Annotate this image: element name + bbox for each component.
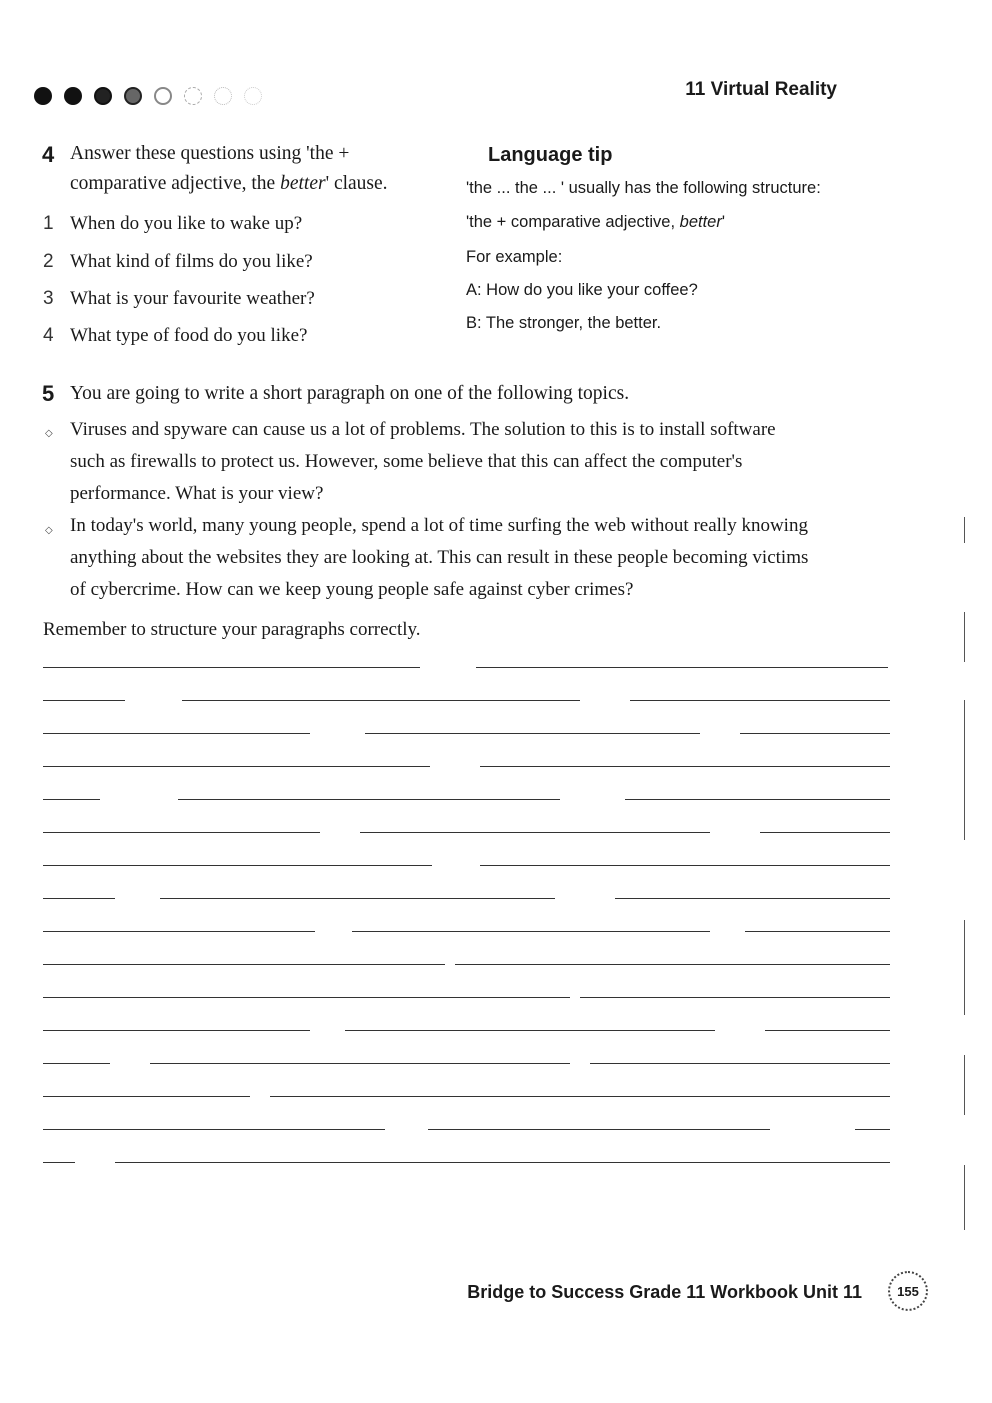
topic-line: performance. What is your view? (70, 483, 324, 504)
margin-mark (964, 920, 965, 1015)
topic-line: In today's world, many young people, spend a lot of time surfing the web without really knowing (70, 515, 808, 536)
writing-line (43, 964, 445, 965)
progress-dot-icon (154, 87, 172, 105)
tip-emphasis: better (679, 213, 722, 231)
writing-line (43, 1096, 250, 1097)
writing-line (43, 1162, 75, 1163)
progress-dot-icon (124, 87, 142, 105)
writing-line (160, 898, 555, 899)
margin-mark (964, 700, 965, 840)
instruction-line (70, 169, 460, 199)
instruction-line: Answer these questions using 'the + (70, 143, 350, 164)
progress-dot-icon (244, 87, 262, 105)
writing-line (43, 997, 570, 998)
writing-line (580, 997, 890, 998)
writing-line (43, 700, 125, 701)
exercise-number: 4 (42, 142, 55, 167)
topic-line: of cybercrime. How can we keep young people safe against cyber crimes? (70, 579, 634, 600)
margin-mark (964, 517, 965, 543)
writing-line (630, 700, 890, 701)
writing-line (43, 766, 430, 767)
writing-line (43, 898, 115, 899)
tip-text: 'the + comparative adjective, (466, 213, 680, 231)
language-tip-title: Language tip (488, 144, 613, 166)
writing-line (43, 1063, 110, 1064)
writing-line (455, 964, 890, 965)
writing-line (352, 931, 710, 932)
topic-paragraph (70, 510, 910, 606)
writing-line (43, 832, 320, 833)
progress-dot-icon (214, 87, 232, 105)
reminder-text: Remember to structure your paragraphs correctly. (43, 619, 421, 640)
writing-line (745, 931, 890, 932)
tip-line: B: The stronger, the better. (466, 314, 662, 332)
margin-mark (964, 1165, 965, 1230)
writing-line (855, 1129, 890, 1130)
tip-line: For example: (466, 248, 563, 266)
writing-line (760, 832, 890, 833)
progress-dot-icon (34, 87, 52, 105)
margin-mark (964, 612, 965, 662)
writing-line (115, 1162, 890, 1163)
question-number: 3 (43, 288, 54, 309)
question-number: 4 (43, 325, 54, 346)
progress-dot-icon (184, 87, 202, 105)
instruction-emphasis: better (280, 173, 326, 194)
question-text: What is your favourite weather? (70, 288, 315, 309)
writing-line (43, 1129, 385, 1130)
writing-line (476, 667, 888, 668)
footer-text: Bridge to Success Grade 11 Workbook Unit 11 (467, 1282, 862, 1302)
question-number: 1 (43, 213, 54, 234)
writing-line (480, 865, 890, 866)
writing-line (150, 1063, 570, 1064)
tip-text: ' (721, 213, 725, 231)
writing-line (270, 1096, 890, 1097)
writing-line (43, 865, 432, 866)
writing-line (178, 799, 560, 800)
instruction-text: ' clause. (325, 173, 388, 194)
writing-line (43, 733, 310, 734)
margin-mark (964, 1055, 965, 1115)
writing-line (43, 667, 420, 668)
writing-line (590, 1063, 890, 1064)
unit-title: 11 Virtual Reality (685, 79, 837, 100)
instruction-text: comparative adjective, the (70, 173, 281, 194)
question-text: When do you like to wake up? (70, 213, 303, 234)
writing-line (182, 700, 580, 701)
writing-line (43, 1030, 310, 1031)
writing-line (615, 898, 890, 899)
topic-line: such as firewalls to protect us. However, some believe that this can affect the computer's (70, 451, 743, 472)
tip-line (466, 213, 725, 232)
bullet-icon: ◇ (45, 525, 53, 536)
tip-line: A: How do you like your coffee? (466, 281, 698, 299)
writing-line (428, 1129, 770, 1130)
question-text: What kind of films do you like? (70, 251, 313, 272)
writing-line (480, 766, 890, 767)
unit-progress-dots (34, 87, 262, 105)
writing-line (43, 799, 100, 800)
progress-dot-icon (64, 87, 82, 105)
tip-line: 'the ... the ... ' usually has the following structure: (466, 179, 821, 197)
topic-paragraph (70, 414, 910, 510)
question-text: What type of food do you like? (70, 325, 308, 346)
progress-dot-icon (94, 87, 112, 105)
topic-line: anything about the websites they are looking at. This can result in these people becoming victims (70, 547, 809, 568)
writing-line (765, 1030, 890, 1031)
bullet-icon: ◇ (45, 428, 53, 439)
question-number: 2 (43, 251, 54, 272)
writing-line (365, 733, 700, 734)
writing-line (740, 733, 890, 734)
exercise-instruction: You are going to write a short paragraph on one of the following topics. (70, 383, 630, 404)
writing-line (625, 799, 890, 800)
topic-line: Viruses and spyware can cause us a lot of problems. The solution to this is to install software (70, 419, 776, 440)
page-number-badge: 155 (888, 1271, 928, 1311)
exercise-number: 5 (42, 381, 55, 406)
writing-line (345, 1030, 715, 1031)
exercise-instruction (70, 139, 460, 199)
writing-line (360, 832, 710, 833)
writing-line (43, 931, 315, 932)
